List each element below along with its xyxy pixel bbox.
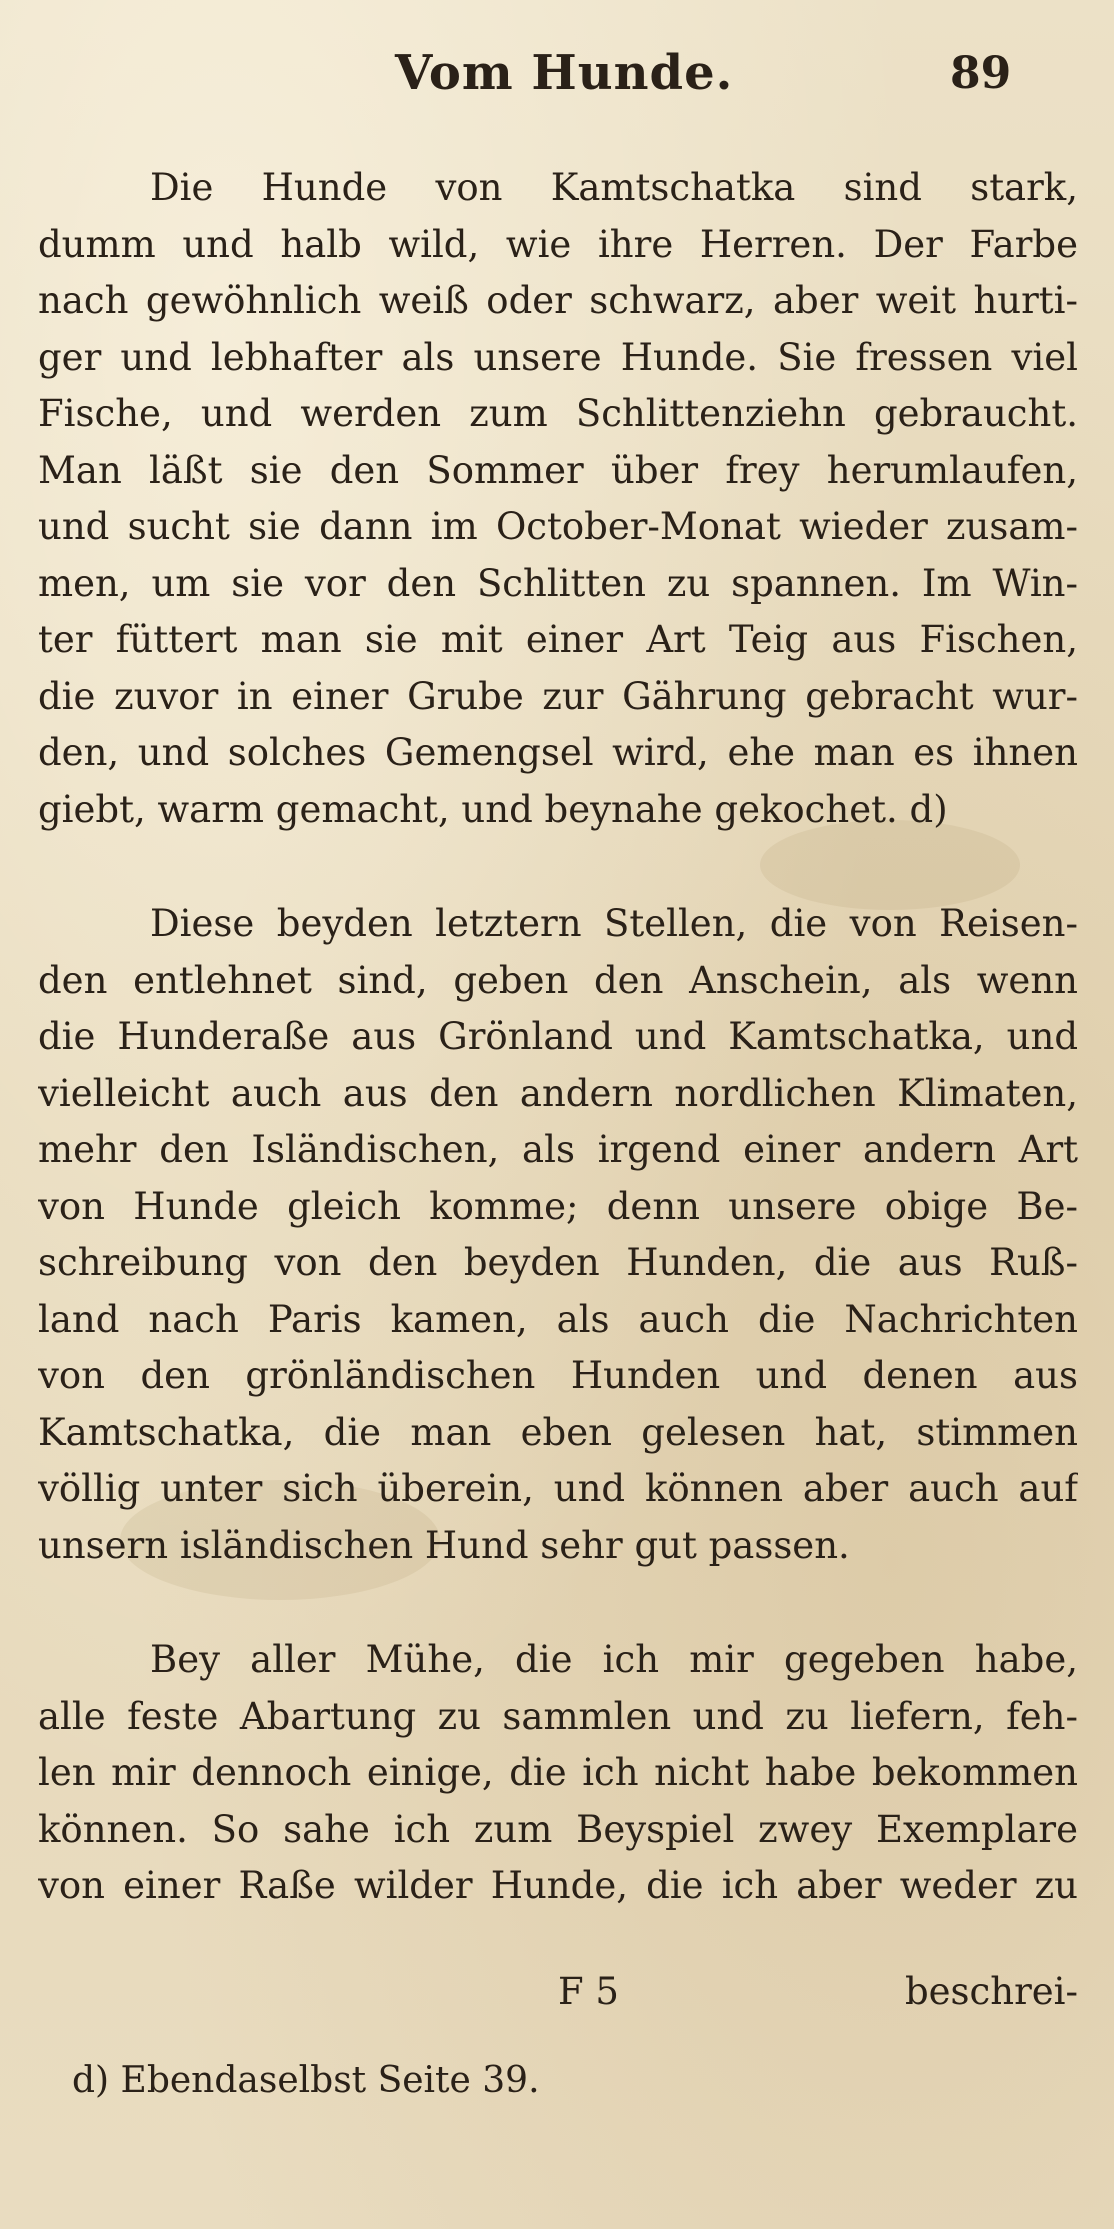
text-line: nach gewöhnlich weiß oder schwarz, aber weit hurti- <box>38 279 1078 322</box>
text-line: können. So sahe ich zum Beyspiel zwey Exemplare <box>38 1807 1078 1851</box>
text-line: ger und lebhafter als unsere Hunde. Sie fressen viel <box>38 335 1078 379</box>
text-line: Fische, und werden zum Schlittenziehn gebraucht. <box>38 392 1078 435</box>
text-line: unsern isländischen Hund sehr gut passen. <box>38 1523 850 1567</box>
text-line: von den grönländischen Hunden und denen aus <box>38 1354 1078 1397</box>
paragraph <box>38 896 1078 1574</box>
text-line: ter füttert man sie mit einer Art Teig aus Fischen, <box>38 618 1078 661</box>
catchword: beschrei- <box>904 1970 1078 2013</box>
text-line: den, und solches Gemengsel wird, ehe man es ihnen <box>38 731 1078 774</box>
text-line: alle feste Abartung zu sammlen und zu liefern, feh- <box>38 1694 1078 1738</box>
text-line: len mir dennoch einige, die ich nicht habe bekommen <box>38 1751 1078 1794</box>
text-line: Man läßt sie den Sommer über frey herumlaufen, <box>38 448 1078 492</box>
text-line: von einer Raße wilder Hunde, die ich aber weder zu <box>38 1864 1078 1907</box>
text-line: vielleicht auch aus den andern nordlichen Klimaten, <box>38 1071 1078 1115</box>
text-line: und sucht sie dann im October-Monat wieder zusam- <box>38 505 1078 548</box>
text-line: men, um sie vor den Schlitten zu spannen. Im Win- <box>38 561 1078 605</box>
text-line: völlig unter sich überein, und können aber auch auf <box>38 1467 1078 1510</box>
page-header <box>0 40 1114 110</box>
text-line: Kamtschatka, die man eben gelesen hat, stimmen <box>38 1410 1078 1454</box>
body-text <box>38 160 1078 1915</box>
paragraph <box>38 160 1078 838</box>
page-number: 89 <box>950 48 1012 99</box>
signature-row <box>38 1970 1078 2030</box>
text-line: die zuvor in einer Grube zur Gährung gebracht wur- <box>38 674 1078 718</box>
footnote: d) Ebendaselbst Seite 39. <box>72 2060 540 2101</box>
text-line: dumm und halb wild, wie ihre Herren. Der Farbe <box>38 222 1078 266</box>
text-line: von Hunde gleich komme; denn unsere obige Be- <box>38 1184 1078 1228</box>
text-line: Diese beyden letztern Stellen, die von Reisen- <box>150 902 1078 945</box>
text-line: den entlehnet sind, geben den Anschein, als wenn <box>38 958 1078 1002</box>
text-line: Bey aller Mühe, die ich mir gegeben habe, <box>150 1638 1078 1681</box>
printer-signature: F 5 <box>558 1970 619 2013</box>
text-line: Die Hunde von Kamtschatka sind stark, <box>150 166 1078 209</box>
paragraph-gap <box>38 1574 1078 1632</box>
paragraph <box>38 1632 1078 1915</box>
text-line: mehr den Isländischen, als irgend einer andern Art <box>38 1128 1078 1171</box>
text-line: land nach Paris kamen, als auch die Nachrichten <box>38 1297 1078 1341</box>
text-line: schreibung von den beyden Hunden, die aus Ruß- <box>38 1241 1078 1284</box>
running-title: Vom Hunde. <box>395 45 734 101</box>
paragraph-gap <box>38 838 1078 896</box>
text-line: giebt, warm gemacht, und beynahe gekochet. d) <box>38 787 948 831</box>
text-line: die Hunderaße aus Grönland und Kamtschatka, und <box>38 1015 1078 1058</box>
